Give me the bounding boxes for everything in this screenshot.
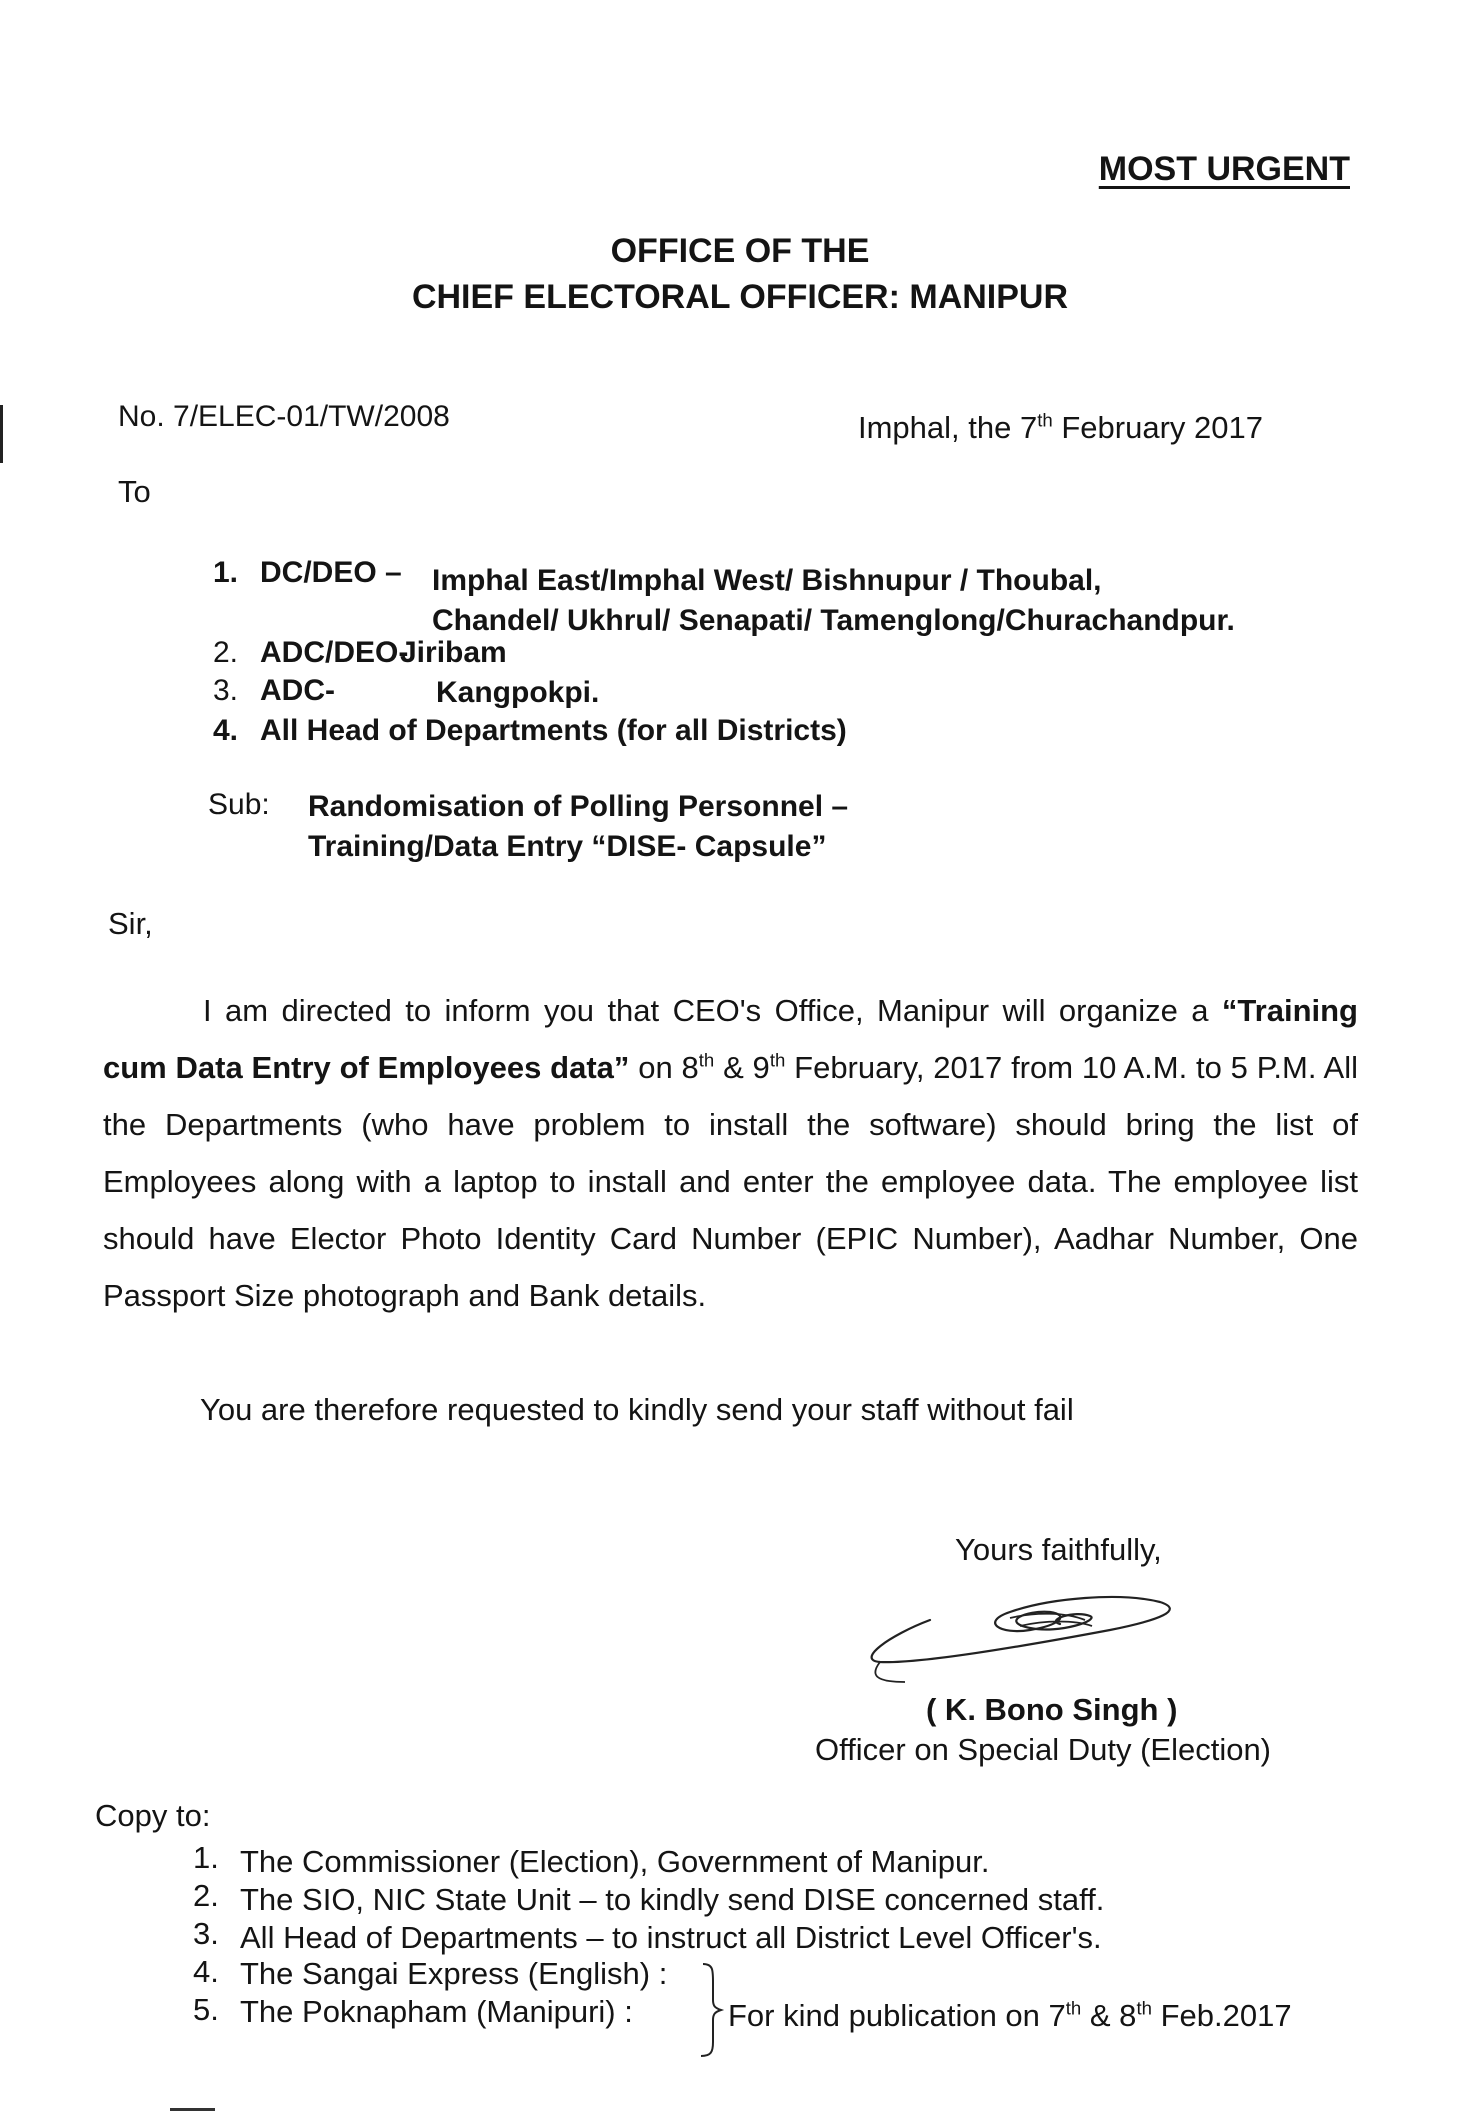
subject-label: Sub:: [208, 788, 270, 821]
recipient-1-districts: Imphal East/Imphal West/ Bishnupur / Thoubal,: [432, 564, 1102, 597]
publication-note: For kind publication on 7th & 8th Feb.2017: [728, 1997, 1292, 2033]
salutation: Sir,: [108, 906, 153, 941]
recipient-3-title: ADC-: [260, 674, 335, 707]
copy-item-3-number: 3.: [193, 1916, 219, 1951]
recipient-2-text: Jiribam: [400, 636, 507, 669]
office-title-line1: OFFICE OF THE: [610, 232, 870, 270]
recipient-2-number: 2.: [213, 636, 239, 669]
signer-name: ( K. Bono Singh ): [926, 1692, 1178, 1727]
body-paragraph: I am directed to inform you that CEO's Office, Manipur will organize a “Training cum Data Entry of Employees data” on 8th & 9th February, 2017 from 10 A.M. to 5 P.M. All the Departments (who have problem to install the software) should bring the list of Employees along with a laptop to install and enter the employee data. The employee list should have Elector Photo Identity Card Number (EPIC Number), Aadhar Number, One Passport Size photograph and Bank details.: [103, 993, 1358, 1313]
yours-faithfully: Yours faithfully,: [955, 1532, 1162, 1567]
subject-line2: Training/Data Entry “DISE- Capsule”: [308, 830, 827, 863]
recipient-1-number: 1.: [213, 556, 239, 589]
scan-bottom-mark: [170, 2108, 215, 2111]
copy-item-1-text: The Commissioner (Election), Government of Manipur.: [240, 1844, 990, 1879]
brace-icon: [697, 1960, 727, 2060]
copy-item-4-text: The Sangai Express (English) :: [240, 1956, 668, 1991]
signer-designation: Officer on Special Duty (Election): [815, 1732, 1272, 1767]
copy-item-2-text: The SIO, NIC State Unit – to kindly send DISE concerned staff.: [240, 1882, 1105, 1917]
recipient-4-number: 4.: [213, 714, 239, 747]
to-label: To: [118, 474, 151, 509]
recipient-1-districts-cont: Chandel/ Ukhrul/ Senapati/ Tamenglong/Churachandpur.: [432, 604, 1235, 637]
request-paragraph: You are therefore requested to kindly send your staff without fail: [200, 1392, 1074, 1427]
subject-line1: Randomisation of Polling Personnel –: [308, 790, 849, 823]
reference-number: No. 7/ELEC-01/TW/2008: [118, 400, 450, 433]
signature: [860, 1590, 1190, 1700]
copy-to-label: Copy to:: [95, 1798, 211, 1833]
copy-item-1-number: 1.: [193, 1840, 219, 1875]
office-title-line2: CHIEF ELECTORAL OFFICER: MANIPUR: [411, 278, 1069, 316]
recipient-1-title: DC/DEO –: [260, 556, 402, 589]
letter-date: Imphal, the 7th February 2017: [858, 409, 1263, 445]
recipient-3-number: 3.: [213, 674, 239, 707]
most-urgent-heading: MOST URGENT: [1098, 150, 1350, 188]
copy-item-4-number: 4.: [193, 1954, 219, 1989]
copy-item-3-text: All Head of Departments – to instruct all District Level Officer's.: [240, 1920, 1102, 1955]
recipient-3-text: Kangpokpi.: [436, 676, 600, 709]
scan-margin-mark: [0, 405, 3, 463]
copy-item-5-text: The Poknapham (Manipuri) :: [240, 1994, 633, 2029]
recipient-2-title: ADC/DEO-: [260, 636, 409, 669]
recipient-4-title: All Head of Departments (for all Districts): [260, 714, 847, 747]
copy-item-5-number: 5.: [193, 1992, 219, 2027]
copy-item-2-number: 2.: [193, 1878, 219, 1913]
